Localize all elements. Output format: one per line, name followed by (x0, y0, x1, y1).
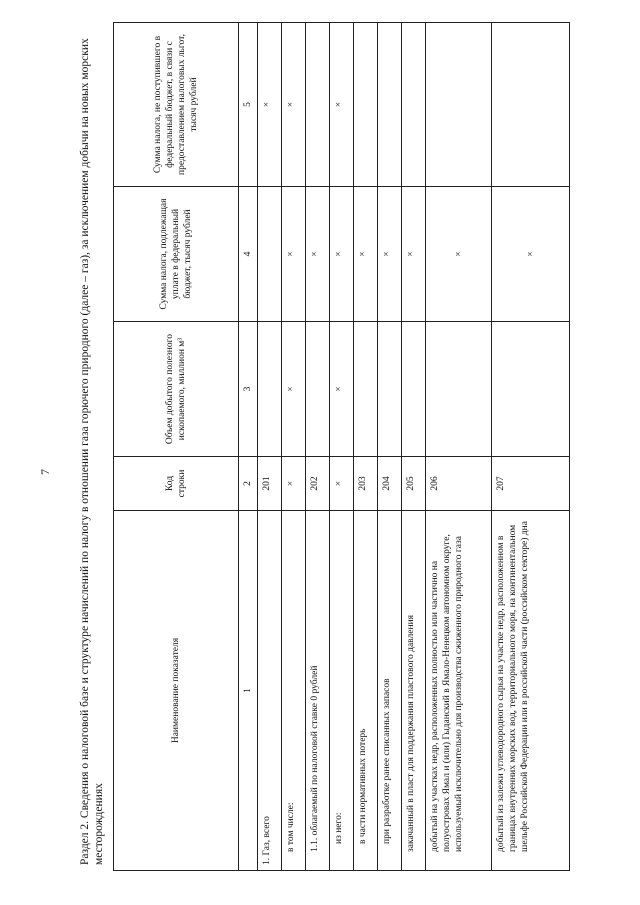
row-volume (306, 322, 330, 457)
report-table (113, 22, 570, 871)
row-name: закачанный в пласт для поддержания пластового давления (402, 511, 426, 871)
row-tax-not-received (402, 23, 426, 187)
row-tax-not-received (492, 23, 570, 187)
row-volume (402, 322, 426, 457)
row-volume (426, 322, 492, 457)
table-row (426, 23, 492, 871)
row-volume (354, 322, 378, 457)
row-code: × (330, 457, 354, 511)
row-tax-payable: × (426, 187, 492, 322)
row-tax-payable: × (378, 187, 402, 322)
row-code: 206 (426, 457, 492, 511)
row-tax-not-received (354, 23, 378, 187)
table-row (330, 23, 354, 871)
header-tax-not-received: Сумма налога, не поступившего в федеральный бюджет, в связи с предоставлением налоговых льгот, тысяч рублей (114, 23, 239, 187)
column-number-row (239, 23, 258, 871)
header-row (114, 23, 239, 871)
row-volume (378, 322, 402, 457)
row-tax-payable: × (306, 187, 330, 322)
table-row (282, 23, 306, 871)
column-number: 4 (239, 187, 258, 322)
row-code: × (282, 457, 306, 511)
row-code: 203 (354, 457, 378, 511)
row-name: при разработке ранее списанных запасов (378, 511, 402, 871)
column-number: 3 (239, 322, 258, 457)
row-code: 202 (306, 457, 330, 511)
row-volume (258, 322, 282, 457)
row-name: 1. Газ, всего (258, 511, 282, 871)
row-code: 207 (492, 457, 570, 511)
row-name: в том числе: (282, 511, 306, 871)
header-volume: Объем добытого полезного ископаемого, миллион м³ (114, 322, 239, 457)
table-row (306, 23, 330, 871)
column-number: 2 (239, 457, 258, 511)
row-volume: × (330, 322, 354, 457)
row-tax-payable: × (492, 187, 570, 322)
row-name: добытый из залежи углеводородного сырья на участке недр, расположенном в границах внутренних морских вод, территориального моря, на континентальном шельфе Российской Федерации или в российской части (российском секторе) дна (492, 511, 570, 871)
row-tax-payable (258, 187, 282, 322)
row-tax-payable: × (354, 187, 378, 322)
row-tax-payable: × (282, 187, 306, 322)
column-number: 1 (239, 511, 258, 871)
table-row (258, 23, 282, 871)
row-volume (492, 322, 570, 457)
row-name: в части нормативных потерь (354, 511, 378, 871)
header-indicator-name: Наименование показателя (114, 511, 239, 871)
row-code: 204 (378, 457, 402, 511)
row-tax-not-received: × (258, 23, 282, 187)
row-volume: × (282, 322, 306, 457)
row-code: 205 (402, 457, 426, 511)
row-tax-not-received (426, 23, 492, 187)
header-tax-payable: Сумма налога, подлежащая уплате в федеральный бюджет, тысяч рублей (114, 187, 239, 322)
row-tax-not-received: × (330, 23, 354, 187)
table-row (492, 23, 570, 871)
row-tax-not-received (306, 23, 330, 187)
section-heading: Раздел 2. Сведения о налоговой базе и структуре начислений по налогу в отношении газа горючего природного (далее – газ), за исключением добычи на новых морских месторождениях (79, 38, 105, 865)
column-number: 5 (239, 23, 258, 187)
table-row (378, 23, 402, 871)
table-row (402, 23, 426, 871)
page-number: 7 (38, 469, 52, 475)
header-row-code: Код строки (114, 457, 239, 511)
row-name: из него: (330, 511, 354, 871)
row-name: добытый на участках недр, расположенных полностью или частично на полуостровах Ямал и (или) Гыданский в Ямало-Ненецком автономном округе, используемый исключительно для производства сжиженного природного газа (426, 511, 492, 871)
row-tax-payable: × (402, 187, 426, 322)
table-row (354, 23, 378, 871)
row-code: 201 (258, 457, 282, 511)
row-tax-not-received (378, 23, 402, 187)
row-tax-payable: × (330, 187, 354, 322)
row-name: 1.1. облагаемый по налоговой ставке 0 рублей (306, 511, 330, 871)
row-tax-not-received: × (282, 23, 306, 187)
